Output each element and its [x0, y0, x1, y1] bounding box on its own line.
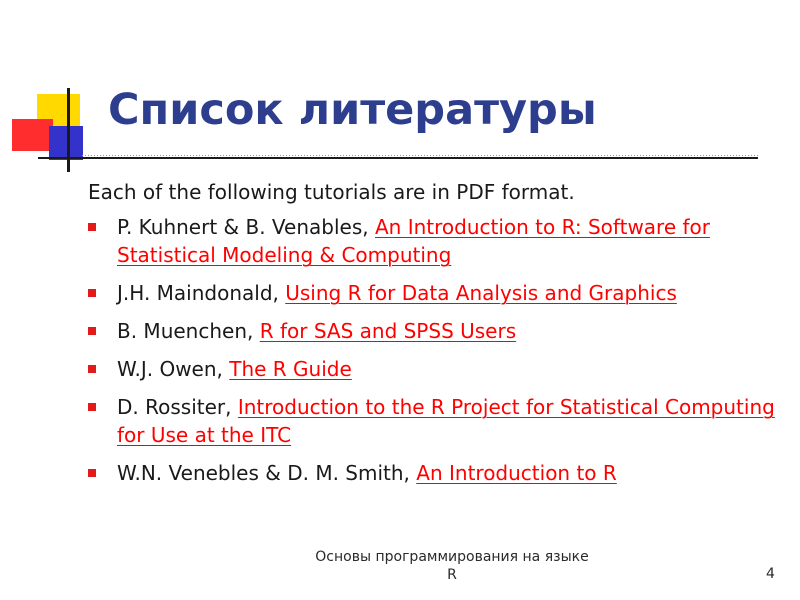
footer-course-title: Основы программирования на языке R: [315, 549, 589, 583]
slide-content: [88, 178, 798, 497]
reference-author: B. Muenchen,: [117, 319, 260, 343]
reference-link[interactable]: Introduction to the R Project for Statistical Computing for Use at the ITC: [117, 395, 775, 447]
reference-author: W.N. Venebles & D. M. Smith,: [117, 461, 417, 485]
reference-item: [88, 355, 798, 383]
reference-link[interactable]: An Introduction to R: [416, 461, 617, 485]
intro-text: Each of the following tutorials are in PDF format.: [88, 180, 575, 204]
reference-item: [88, 459, 798, 487]
decor-blue-square: [49, 126, 83, 160]
reference-item: [88, 213, 798, 269]
title-underline: [38, 157, 758, 159]
bullet-icon: [88, 223, 96, 231]
slide-title: Список литературы: [108, 85, 597, 135]
reference-author: P. Kuhnert & B. Venables,: [117, 215, 375, 239]
decor-vertical-line: [67, 88, 70, 172]
reference-author: D. Rossiter,: [117, 395, 238, 419]
reference-item: [88, 393, 798, 449]
reference-link[interactable]: R for SAS and SPSS Users: [259, 319, 517, 343]
reference-item: [88, 279, 798, 307]
reference-link[interactable]: The R Guide: [229, 357, 352, 381]
bullet-icon: [88, 469, 96, 477]
reference-link[interactable]: Using R for Data Analysis and Graphics: [285, 281, 677, 305]
bullet-icon: [88, 365, 96, 373]
reference-link[interactable]: An Introduction to R: Software for Statistical Modeling & Computing: [117, 215, 711, 267]
bullet-icon: [88, 403, 96, 411]
bullet-icon: [88, 289, 96, 297]
reference-author: J.H. Maindonald,: [117, 281, 286, 305]
reference-author: W.J. Owen,: [117, 357, 230, 381]
decor-dotted-line: [82, 155, 760, 156]
decor-red-square: [12, 119, 53, 151]
bullet-icon: [88, 327, 96, 335]
page-number: 4: [766, 566, 775, 582]
reference-item: [88, 317, 798, 345]
reference-list: [88, 213, 798, 487]
